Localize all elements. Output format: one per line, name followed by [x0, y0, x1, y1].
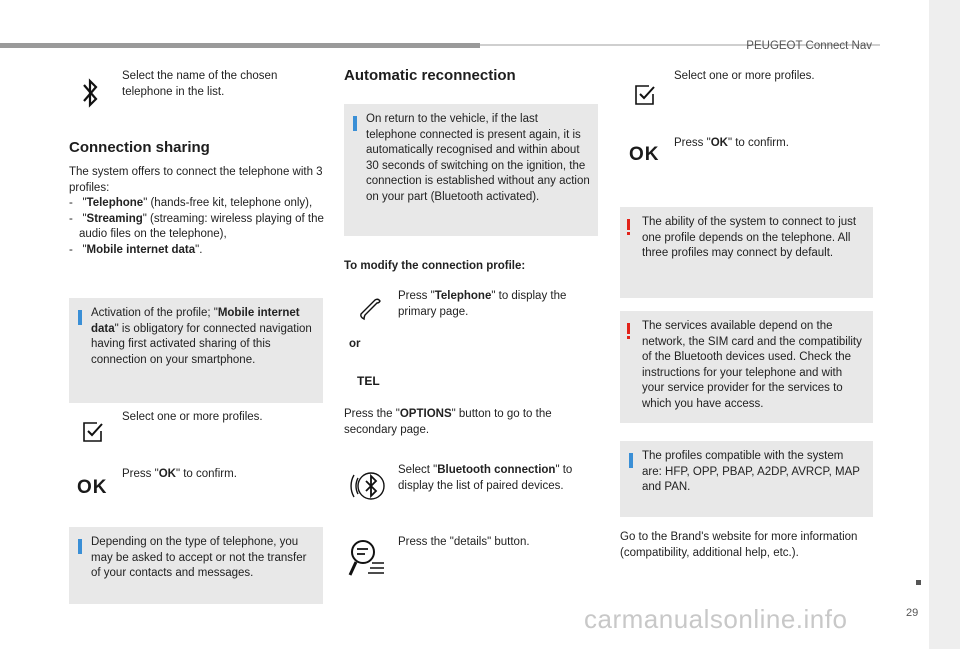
info-box-activation [69, 298, 323, 403]
info-icon [78, 310, 82, 325]
connection-sharing-body [69, 165, 324, 258]
select-profiles-text-col3: Select one or more profiles. [674, 70, 815, 82]
select-name-text: Select the name of the chosen telephone in the list. [122, 70, 278, 98]
info-icon [353, 116, 357, 131]
page-edge-tab [929, 0, 960, 649]
ok-icon: OK [77, 477, 108, 498]
press-details-text: Press the "details" button. [398, 536, 530, 548]
press-ok-text-col3: Press "OK" to confirm. [674, 137, 789, 149]
tel-icon: TEL [357, 374, 380, 388]
website-text: Go to the Brand's website for more information (compatibility, additional help, etc.). [620, 531, 858, 559]
warning-services-text: The services available depend on the network, the SIM card and the compatibility of the Bluetooth devices used. Check the instructions for your telephone and with your service provider for the services to which you have access. [642, 320, 862, 410]
page-header-title: PEUGEOT Connect Nav [746, 40, 872, 52]
phone-icon [358, 297, 382, 321]
info-activation-text: Activation of the profile; "Mobile internet data" is obligatory for connected navigation having first activated sharing of this connection on your smartphone. [91, 307, 312, 366]
profile-mobile-data: - "Mobile internet data". [69, 243, 203, 256]
header-rule [0, 43, 480, 48]
info-icon [78, 539, 82, 554]
bluetooth-icon [80, 76, 100, 110]
warning-profile-text: The ability of the system to connect to just one profile depends on the telephone. All three profiles may connect by default. [642, 216, 857, 259]
warning-box-services [620, 311, 873, 423]
page-marker [916, 580, 921, 585]
automatic-reconnection-heading: Automatic reconnection [344, 67, 516, 84]
modify-profile-heading: To modify the connection profile: [344, 260, 526, 272]
press-ok-text: Press "OK" to confirm. [122, 468, 237, 480]
details-icon [346, 537, 388, 579]
checkbox-icon [634, 84, 656, 106]
checkbox-icon [82, 421, 104, 443]
intro-text: The system offers to connect the telephone with 3 profiles: [69, 166, 323, 194]
press-options-text: Press the "OPTIONS" button to go to the secondary page. [344, 408, 552, 436]
select-bluetooth-text: Select "Bluetooth connection" to display the list of paired devices. [398, 464, 573, 492]
select-profiles-text: Select one or more profiles. [122, 411, 263, 423]
warning-icon [626, 219, 631, 235]
info-contacts-text: Depending on the type of telephone, you may be asked to accept or not the transfer of your contacts and messages. [91, 536, 307, 579]
warning-icon [626, 323, 631, 339]
info-reconnection-text: On return to the vehicle, if the last telephone connected is present again, it is automatically recognised and within about 30 seconds of switching on the ignition, the connection is established without any action on your part (Bluetooth activated). [366, 113, 590, 203]
warning-box-profile [620, 207, 873, 298]
info-icon [629, 453, 633, 468]
page-number: 29 [906, 607, 919, 619]
profile-telephone: - "Telephone" (hands-free kit, telephone only), [69, 197, 313, 209]
info-box-contacts [69, 527, 323, 604]
info-compatible-text: The profiles compatible with the system are: HFP, OPP, PBAP, A2DP, AVRCP, MAP and PAN. [642, 450, 860, 493]
profile-streaming: - "Streaming" (streaming: wireless playing of the audio files on the telephone), [69, 212, 324, 240]
or-label: or [349, 338, 361, 350]
bluetooth-search-icon [346, 465, 388, 507]
connection-sharing-heading: Connection sharing [69, 139, 210, 156]
watermark: carmanualsonline.info [584, 604, 848, 634]
info-box-compatible [620, 441, 873, 517]
ok-icon: OK [629, 144, 660, 165]
press-telephone-text: Press "Telephone" to display the primary page. [398, 290, 567, 318]
info-box-reconnection [344, 104, 598, 236]
